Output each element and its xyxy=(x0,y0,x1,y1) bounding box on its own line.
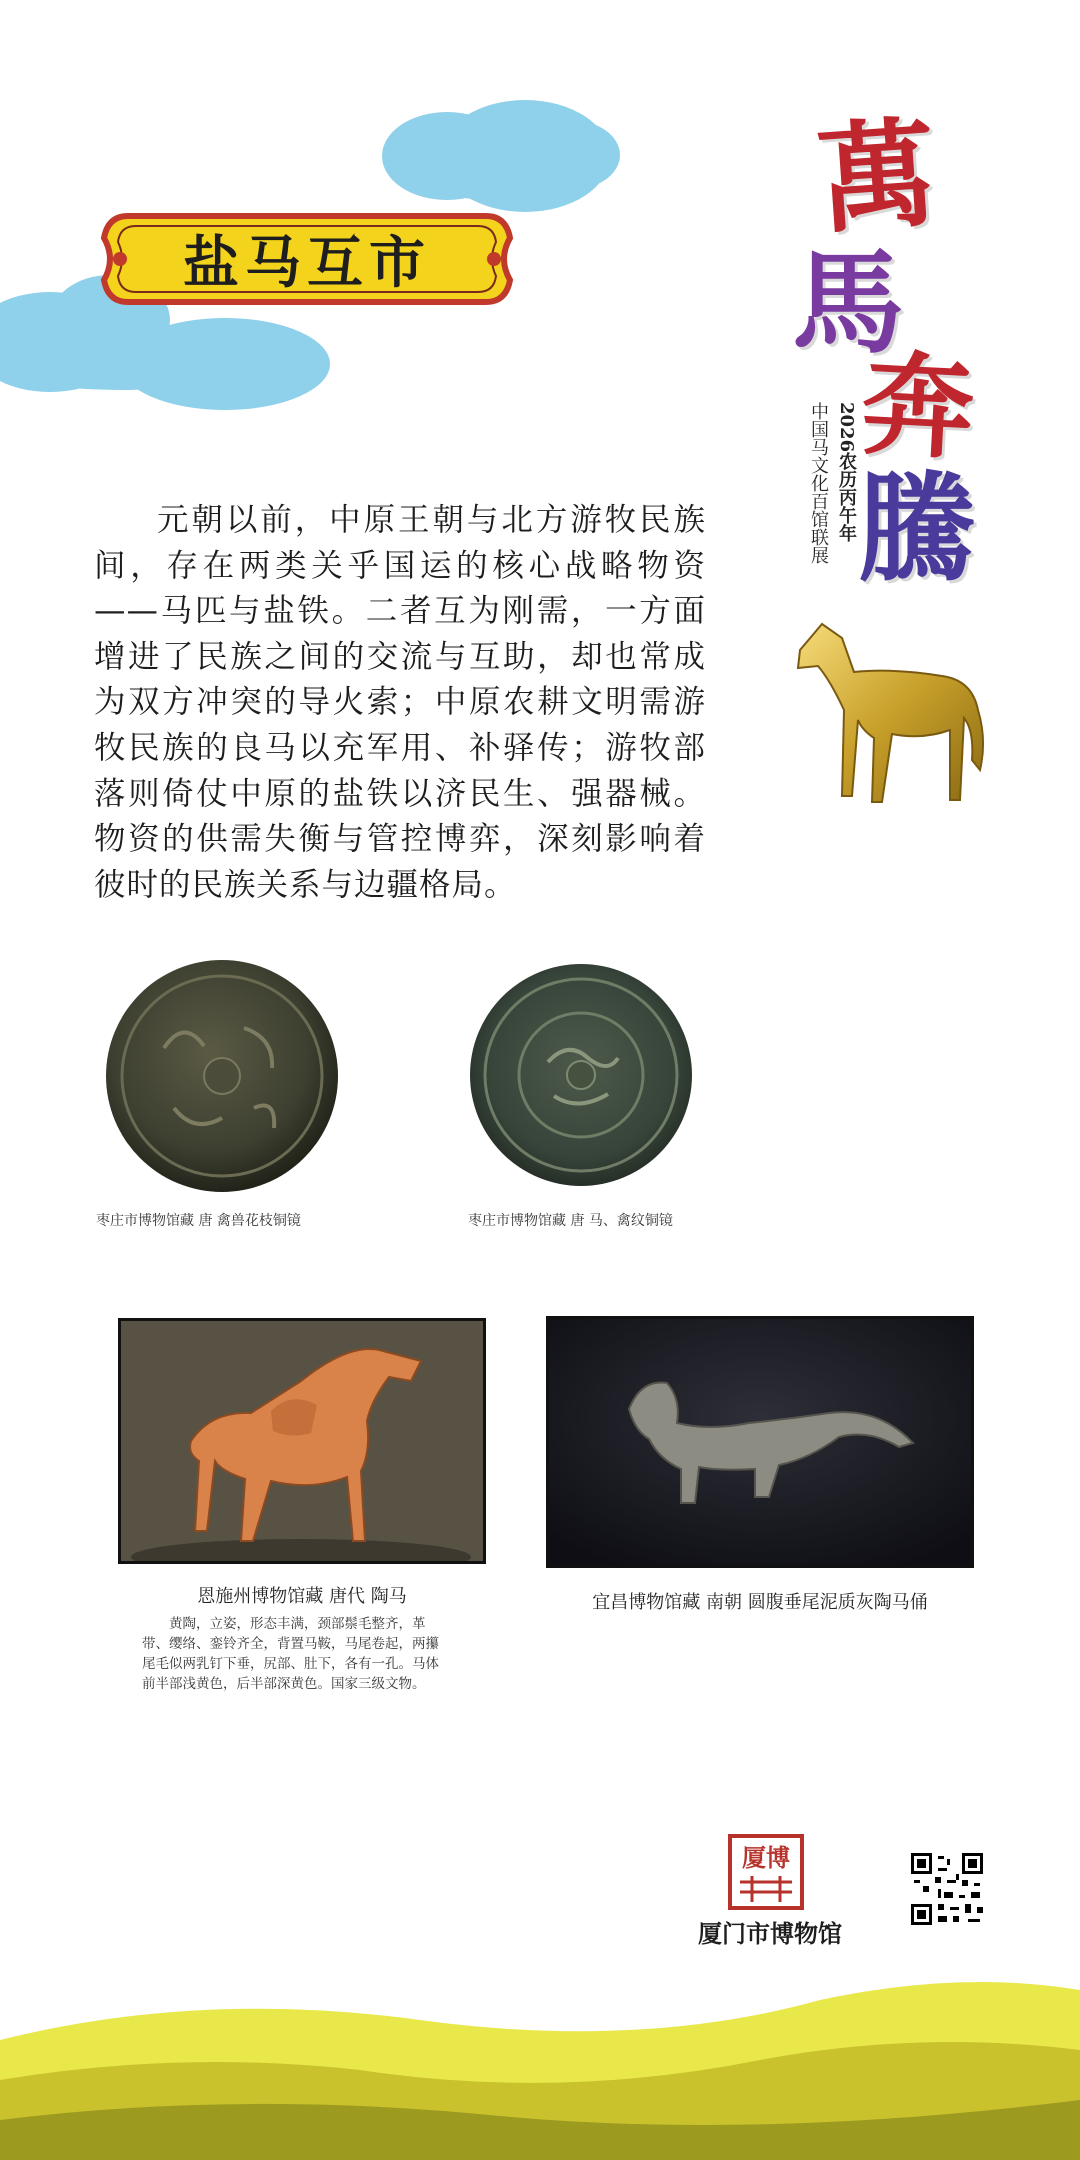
svg-text:厦博: 厦博 xyxy=(742,1843,790,1872)
museum-name: 厦门市博物馆 xyxy=(698,1920,842,1948)
title-char-1: 萬 xyxy=(813,103,941,250)
qr-code-image[interactable] xyxy=(908,1850,986,1928)
bronze-mirror-1-image xyxy=(104,958,340,1194)
subtitle-line-1: 2026农历丙午年 xyxy=(836,402,857,543)
artifact-caption-3: 恩施州博物馆藏 唐代 陶马 xyxy=(197,1586,407,1607)
title-char-3: 奔 xyxy=(858,339,978,476)
bronze-mirror-2-image xyxy=(468,962,694,1188)
museum-seal-logo xyxy=(726,1832,806,1912)
subtitle-line-2: 中国马文化百馆联展 xyxy=(808,402,829,564)
artifact-caption-4: 宜昌博物馆藏 南朝 圆腹垂尾泥质灰陶马俑 xyxy=(592,1592,928,1613)
artifact-description-3: 黄陶，立姿，形态丰满，颈部鬃毛整齐，革带、缨络、銮铃齐全，背置马鞍，马尾卷起，两攥尾毛似两乳钉下垂，尻部、肚下，各有一孔。马体前半部浅黄色，后半部深黄色。国家三级文物。 xyxy=(142,1616,439,1692)
artifact-caption-2: 枣庄市博物馆藏 唐 马、禽纹铜镜 xyxy=(468,1213,673,1229)
artifact-caption-1: 枣庄市博物馆藏 唐 禽兽花枝铜镜 xyxy=(96,1213,301,1229)
exhibition-subtitle xyxy=(792,402,858,602)
footer-hills-decoration xyxy=(0,1950,1080,2160)
intro-paragraph: 元朝以前，中原王朝与北方游牧民族间，存在两类关乎国运的核心战略物资——马匹与盐铁。二者互为刚需，一方面增进了民族之间的交流与互助，却也常成为双方冲突的导火索；中原农耕文明需游牧民族的良马以充军用、补驿传；游牧部落则倚仗中原的盐铁以济民生、强器械。物资的供需失衡与管控博弈，深刻影响着彼时的民族关系与边疆格局。 xyxy=(94,502,706,903)
golden-horse-image xyxy=(782,610,992,810)
section-title-plaque xyxy=(98,210,516,308)
title-char-4: 騰 xyxy=(858,459,977,598)
title-char-2: 馬 xyxy=(792,238,904,369)
southern-dynasty-clay-horse-image xyxy=(546,1316,974,1568)
section-title: 盐马互市 xyxy=(183,231,431,296)
tang-pottery-horse-image xyxy=(118,1318,486,1564)
